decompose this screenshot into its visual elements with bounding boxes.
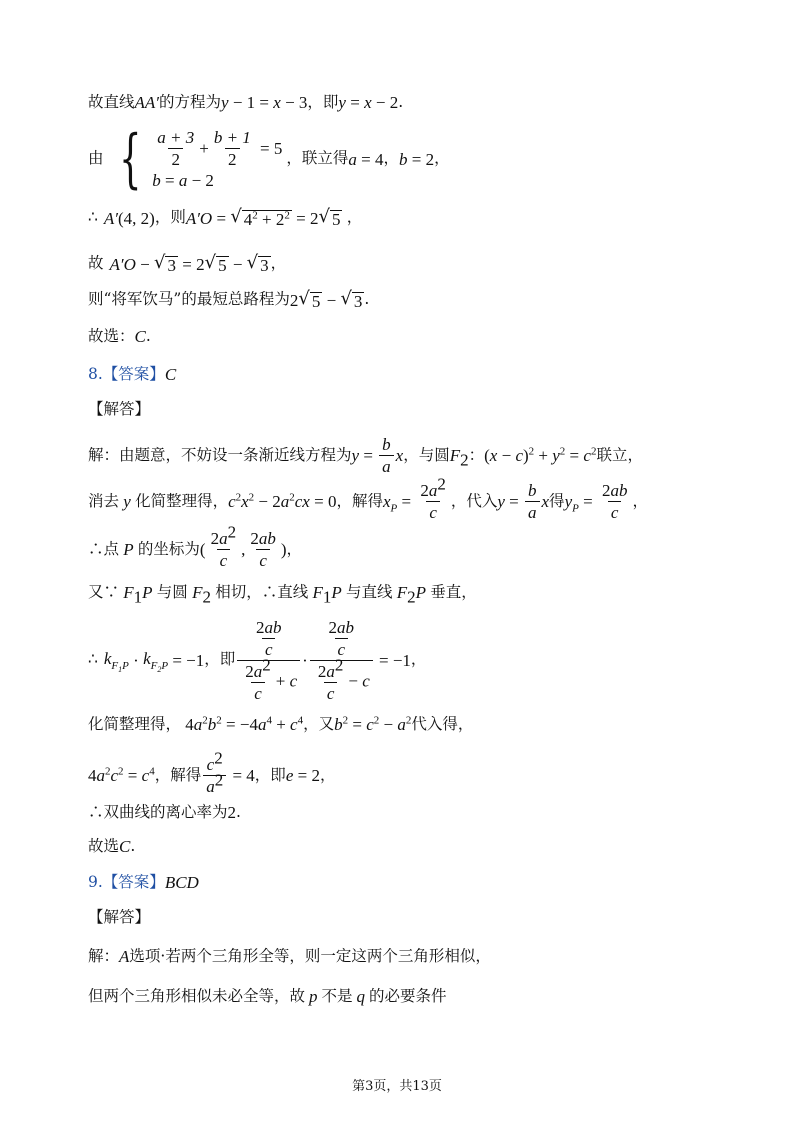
rows	[152, 129, 282, 190]
math: =	[359, 446, 378, 465]
line-shortest-path	[88, 290, 369, 310]
question-9-answer	[88, 874, 199, 891]
sqrt: √ 5	[298, 288, 321, 311]
line-eccentricity-calc: 4 a $^2$ c $^2$ = c $^4$ ，解得 $\frac{c^2}{a^2}$ = 4 ，即 e = 2 ，	[88, 748, 336, 796]
left-brace-icon: {	[118, 122, 142, 196]
line-point-p	[88, 522, 303, 570]
text: 则“将军饮马”的最短总路程为	[88, 290, 290, 309]
math: $F_2$	[187, 583, 211, 607]
math: P	[119, 540, 138, 559]
line-asymptote: 解：由题意，不妨设一条渐近线方程为 y = $\frac{b}{a}$ x ，与圆 $F_2$ ： ( x − c )$^2$ + y $^2$ = c $^2$ 联立，	[88, 435, 643, 476]
math: (	[199, 540, 206, 559]
equation-system	[110, 122, 283, 196]
math: 4	[88, 766, 97, 785]
text: ，则	[154, 208, 186, 227]
text: ，解得	[336, 491, 383, 510]
text: 相切，∴直线	[215, 582, 309, 601]
text: 与直线	[346, 582, 393, 601]
math: 4	[181, 715, 194, 734]
math: y	[351, 446, 360, 465]
math: $y_P$	[564, 492, 579, 515]
math: ·	[302, 650, 308, 670]
text: 垂直，	[430, 582, 477, 601]
math: 2	[289, 290, 299, 310]
math: − 2	[371, 93, 399, 112]
text: ，	[410, 650, 427, 669]
answer: C	[134, 327, 146, 346]
line-slope-product: ∴ $k_{F_1P}$ · $k_{F_2P}$ = −1 ，即 $\frac{2ab}{c}$ $\frac{2a^2}{c}$ + c · $\frac{2ab}{c}$ $\frac{2a^2}{c}$ − c = −1 ，	[88, 617, 427, 703]
line-choose-c	[88, 328, 151, 345]
line-difference	[88, 254, 286, 274]
math: = 2	[291, 208, 319, 228]
frac: $\frac{b}{a}$	[525, 482, 540, 521]
text: .	[130, 836, 136, 855]
text: 但两个三角形相似未必全等，故	[88, 986, 306, 1005]
line-eliminate-y: 消去 y 化简整理得， c $^2$ x $^2$ − 2 a $^2$ cx = 0 ，解得 $x_P$ = $\frac{2a^2}{c}$ ，代入 y = $\frac{b}{a}$ x 得 $y_P$ = $\frac{2ab}{c}$ ，	[88, 474, 648, 522]
text: ，	[286, 539, 303, 558]
text: ，即	[254, 765, 286, 784]
math: x	[273, 93, 281, 112]
math: = 2	[407, 149, 435, 169]
math: −	[228, 254, 247, 274]
frac: $\frac{b}{a}$	[379, 436, 394, 475]
math: −	[322, 290, 341, 310]
text: ，联立得	[286, 149, 349, 168]
math: − 3	[280, 93, 308, 112]
math: (4, 2)	[117, 208, 155, 228]
question-number: 8.	[88, 364, 103, 383]
text: 的坐标为	[137, 539, 200, 558]
option-letter: A	[119, 947, 130, 966]
text: 【解答】	[88, 908, 151, 926]
text: 与圆	[156, 582, 188, 601]
line-a-prime-o	[88, 208, 362, 228]
solution-heading	[88, 402, 150, 418]
frac: $\frac{2a^2}{c}$	[210, 522, 237, 570]
text: ，解得	[154, 765, 202, 784]
math: x	[364, 93, 372, 112]
frac: $\frac{c^2}{a^2}$	[203, 756, 226, 795]
text: 消去	[88, 491, 120, 510]
row-2: b = a − 2	[152, 170, 214, 190]
frac: $\frac{2ab}{c}$	[250, 529, 276, 570]
row-1	[152, 129, 282, 168]
math-eq1: y	[221, 93, 229, 112]
text: ，代入	[450, 491, 498, 510]
text: 联立，	[596, 445, 643, 464]
text: 代入得，	[411, 714, 474, 733]
text: 解：	[88, 946, 120, 965]
question-8-answer	[88, 366, 176, 383]
answer: C	[164, 365, 177, 384]
text: ，	[632, 491, 648, 510]
math: = −1	[374, 650, 411, 670]
line-necessary-condition	[88, 988, 447, 1005]
answer: BCD	[164, 873, 199, 892]
frac: $\frac{2a^2}{c}$	[420, 474, 446, 522]
text: ，又	[303, 714, 335, 733]
math: ,	[241, 540, 246, 559]
math: a	[348, 149, 357, 169]
sqrt: √ 5	[204, 252, 227, 275]
math: $F_1P$	[119, 583, 157, 607]
math: $x_P$	[382, 492, 398, 515]
math: = 4	[356, 149, 384, 169]
frac: $\frac{2ab}{c}$	[601, 481, 628, 522]
math: A′O	[185, 208, 213, 228]
text: ∴	[88, 650, 98, 669]
math: − 1 =	[228, 93, 274, 112]
math: +	[199, 138, 209, 158]
line-choose-c-2	[88, 838, 135, 855]
math: $k_{F_1P}$	[103, 649, 129, 674]
math: $F_2P$	[392, 583, 431, 607]
text: 故	[88, 254, 104, 273]
therefore-symbol: ∴	[88, 208, 98, 227]
math: (	[484, 446, 490, 465]
text: ，	[270, 254, 287, 273]
sqrt: √ 3	[154, 252, 176, 275]
text: 化简整理得，	[88, 714, 182, 733]
math: = 4	[228, 766, 255, 785]
text: ∴点	[88, 539, 120, 558]
text: ，	[319, 765, 336, 784]
math: −	[135, 254, 154, 274]
text: ：	[468, 445, 485, 464]
text: 【解答】	[88, 400, 151, 418]
text: ，即	[307, 92, 339, 111]
answer-tag: 【答案】	[102, 364, 165, 383]
answer-tag: 【答案】	[102, 872, 165, 891]
text: 的必要条件	[369, 986, 447, 1005]
question-number: 9.	[88, 872, 103, 891]
text: 解：由题意，不妨设一条渐近线方程为	[88, 445, 352, 464]
solution-heading-2	[88, 910, 150, 926]
frac: $\frac{a + 3}{2}$	[157, 127, 195, 169]
math: A′O	[109, 254, 136, 274]
text: ∴双曲线的离心率为	[88, 802, 228, 821]
line-eccentricity-result	[88, 804, 241, 821]
text: ，	[383, 149, 400, 168]
text: ，即	[204, 650, 236, 669]
sqrt: √ $4^2 + 2^2$	[230, 206, 290, 229]
text: ，	[434, 149, 450, 168]
math: c	[228, 492, 236, 511]
math: = 2	[177, 254, 205, 274]
text: ，	[346, 208, 363, 227]
math: $F_1P$	[308, 583, 346, 607]
answer: C	[119, 837, 131, 856]
math: $F_2$	[449, 446, 469, 470]
text: 由	[88, 149, 104, 168]
text: 故选	[88, 836, 120, 855]
math: b	[334, 715, 343, 734]
math: b	[399, 149, 408, 169]
math: e	[285, 766, 294, 785]
math: A′	[103, 208, 118, 228]
math-aa-prime: AA′	[134, 93, 160, 112]
text: 故选：	[88, 326, 135, 345]
variable-p: p	[309, 987, 318, 1006]
text: ，与圆	[403, 445, 450, 464]
text: .	[145, 326, 151, 345]
text: 得	[549, 491, 565, 510]
line-simplify: 化简整理得， 4 a $^2$ b $^2$ = −4 a $^4$ + c $^4$ ，又 b $^2$ = c $^2$ − a $^2$ 代入得，	[88, 714, 474, 734]
math: =	[212, 208, 231, 228]
sqrt: √ 5	[318, 206, 341, 229]
frac: $\frac{b + 1}{2}$	[213, 127, 251, 169]
value: 2	[227, 803, 237, 822]
page-footer: 第3页，共13页	[352, 1079, 442, 1094]
sqrt: √ 3	[340, 288, 363, 311]
text: .	[364, 290, 370, 309]
math: y	[119, 492, 136, 511]
text: 的方程为	[159, 92, 222, 111]
math: )	[280, 540, 287, 559]
text: .	[398, 92, 404, 111]
frac: $\frac{2ab}{c}$ $\frac{2a^2}{c}$ − c	[310, 619, 373, 702]
line-tangent	[88, 582, 477, 607]
text: 故直线	[88, 92, 135, 111]
line-aa-prime-equation	[88, 94, 403, 111]
text: .	[236, 802, 241, 821]
variable-q: q	[356, 987, 366, 1006]
line-system	[88, 122, 450, 196]
frac: $\frac{2ab}{c}$ $\frac{2a^2}{c}$ + c	[237, 619, 300, 702]
line-option-a	[88, 948, 491, 965]
math: =	[345, 93, 365, 112]
text: 不是	[321, 986, 353, 1005]
math: y	[338, 93, 346, 112]
math: y	[497, 492, 505, 511]
math: = 5	[255, 138, 283, 158]
text: 又∵	[88, 582, 120, 601]
text: 选项·若两个三角形全等，则一定这两个三角形相似，	[129, 946, 491, 965]
sqrt: √ 3	[246, 252, 269, 275]
text: 化简整理得，	[135, 491, 229, 510]
